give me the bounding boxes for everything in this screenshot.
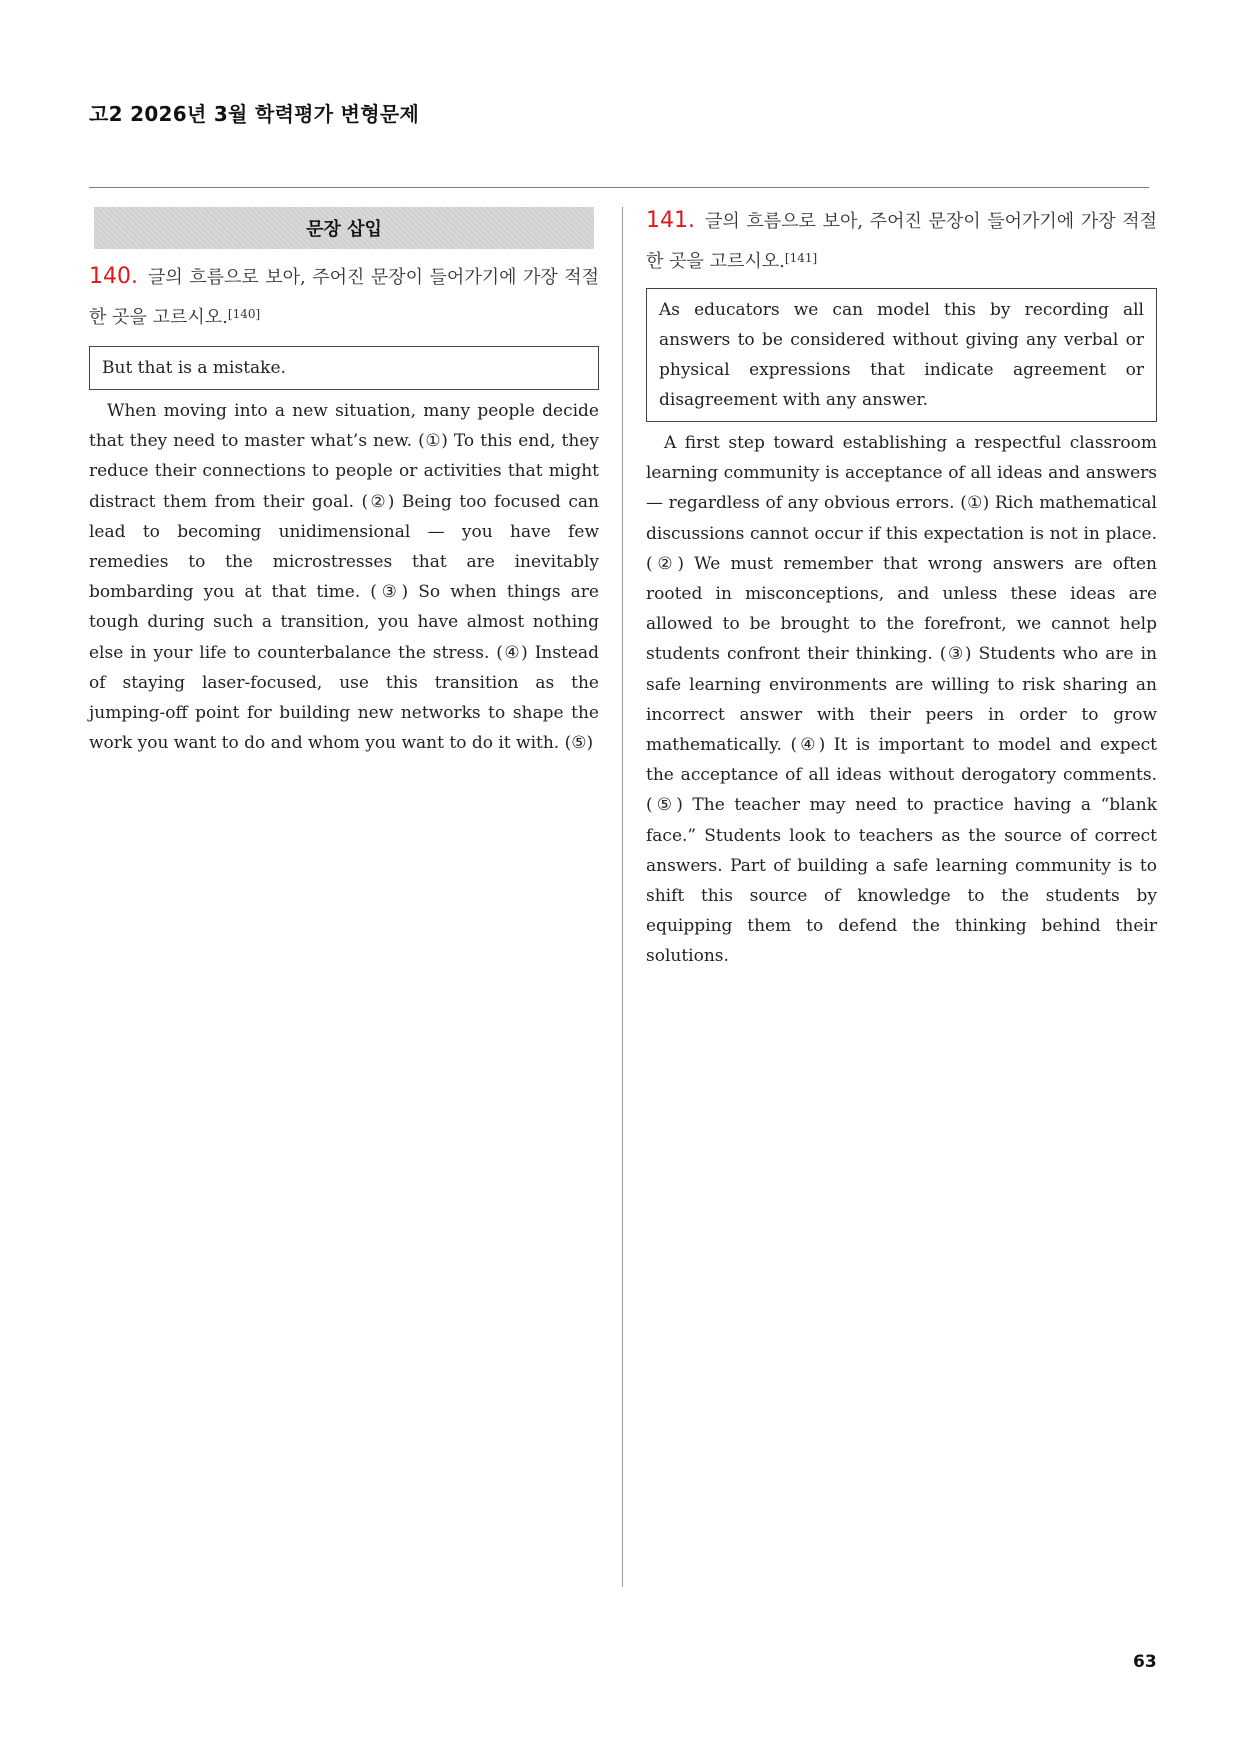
section-label: 문장 삽입 (306, 219, 382, 240)
column-divider (622, 207, 623, 1587)
question-140-passage: When moving into a new situation, many people decide that they need to master what’s new. (①) To this end, they reduce their connections to people or activities that might distract them from their goal. (②) Being too focused can lead to becoming unidimensional — you have few remedies to the microstresses that are inevitably bombarding you at that time. (③) So when things are tough during such a transition, you have almost nothing else in your life to counterbalance the stress. (④) Instead of staying laser-focused, use this transition as the jumping-off point for building new networks to shape the work you want to do and whom you want to do it with. (⑤) (89, 401, 599, 754)
question-141-prompt: 글의 흐름으로 보아, 주어진 문장이 들어가기에 가장 적절한 곳을 고르시오. (646, 211, 1157, 272)
right-column (646, 207, 1157, 972)
page-number: 63 (1133, 1652, 1157, 1672)
question-140-ref: [140] (227, 307, 261, 321)
section-banner (94, 207, 594, 249)
question-140-given-sentence: But that is a mistake. (89, 346, 599, 390)
page-title: 고2 2026년 3월 학력평가 변형문제 (89, 102, 420, 126)
question-141-given-sentence: As educators we can model this by recording all answers to be considered without giving any verbal or physical expressions that indicate agreement or disagreement with any answer. (646, 288, 1157, 422)
header-divider (89, 187, 1149, 188)
question-141-passage: A first step toward establishing a respectful classroom learning community is acceptance of all ideas and answers — regardless of any obvious errors. (①) Rich mathematical discussions cannot occur if this expectation is not in place. (②) We must remember that wrong answers are often rooted in misconceptions, and unless these ideas are allowed to be brought to the forefront, we cannot help students confront their thinking. (③) Students who are in safe learning environments are willing to risk sharing an incorrect answer with their peers in order to grow mathematically. (④) It is important to model and expect the acceptance of all ideas without derogatory comments. (⑤) The teacher may need to practice having a “blank face.” Students look to teachers as the source of correct answers. Part of building a safe learning community is to shift this source of knowledge to the students by equipping them to defend the thinking behind their solutions. (646, 433, 1157, 967)
question-140-heading (89, 259, 599, 336)
question-141-heading (646, 203, 1157, 280)
question-141-ref: [141] (784, 251, 818, 265)
left-column (89, 207, 599, 758)
question-141-number: 141. (646, 208, 695, 233)
question-140-prompt: 글의 흐름으로 보아, 주어진 문장이 들어가기에 가장 적절한 곳을 고르시오. (89, 267, 599, 328)
question-140-number: 140. (89, 264, 138, 289)
